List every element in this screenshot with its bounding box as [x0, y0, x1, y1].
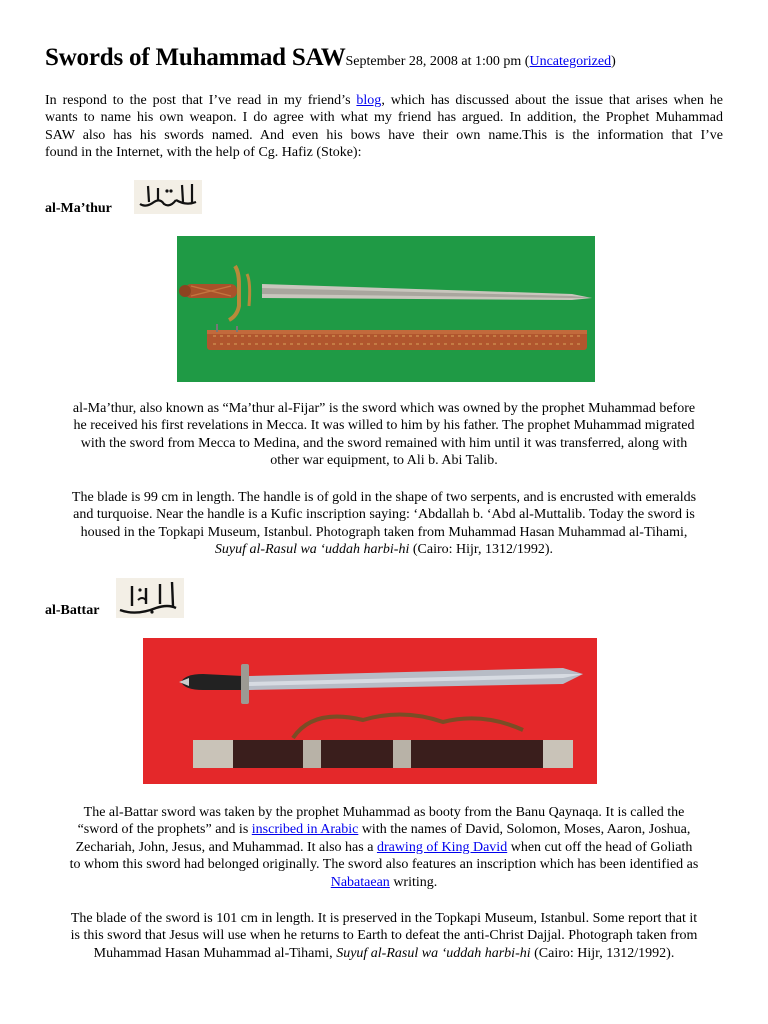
book-title: Suyuf al-Rasul wa ‘uddah harbi-hi [336, 945, 531, 961]
sword1-description: al-Ma’thur, also known as “Ma’thur al-Fijar” is the sword which was owned by the prophet Muhammad before he received his first revelations in Mecca. It was willed to him by his father. The prophet Muhammad migrated with the sword from Mecca to Medina, and the sword remained with him until it was transferred, along with other war equipment, to Ali b. Abi Talib. [72, 401, 696, 469]
category-close-paren: ) [611, 54, 616, 69]
sword1-blade-paragraph: The blade is 99 cm in length. The handle is of gold in the shape of two serpents, and is encrusted with emeralds and turquoise. Near the handle is a Kufic inscription saying: ‘Abdallah b. ‘Abd al-Muttalib. Today the sword is housed in the Topkapi Museum, Istanbul. Photograph taken from Muhammad Hasan Muhammad al-Tihami, Suyuf al-Rasul wa ‘uddah harbi-hi (Cairo: Hijr, 1312/1992). [71, 490, 697, 558]
blog-link[interactable]: blog [356, 93, 382, 108]
nabataean-link[interactable]: Nabataean [330, 874, 390, 890]
post-title: Swords of Muhammad SAW [45, 44, 346, 71]
sword1-photo [177, 236, 595, 382]
sword2-description: The al-Battar sword was taken by the prophet Muhammad as booty from the Banu Qaynaqa. It is called the “sword of the prophets” and is inscribed in Arabic with the names of David, Solomon, Moses, Aaron, Joshua, Zechariah, John, Jesus, and Muhammad. It also has a drawing of King David when cut off the head of Goliath to whom this sword had belonged originally. The sword also features an inscription which has been identified as Nabataean writing. [69, 805, 699, 890]
post-header [45, 44, 616, 72]
inscribed-in-arabic-link[interactable]: inscribed in Arabic [251, 822, 359, 838]
intro-paragraph: In respond to the post that I’ve read in my friend’s blog, which has discussed about the issue that arises when he wants to name his own weapon. I do agree with what my friend has argued. In addition, the Prophet Muhammad SAW also has his swords named. And even his bows have their own name.This is the information that I’ve found in the Internet, with the help of Cg. Hafiz (Stoke): [45, 93, 723, 161]
post-date: September 28, 2008 at 1:00 pm [345, 54, 522, 69]
sword2-heading: al-Battar [45, 603, 100, 618]
sword2-photo [143, 638, 597, 784]
arabic-calligraphy-al-mathur-icon [134, 180, 202, 214]
drawing-of-king-david-link[interactable]: drawing of King David [376, 839, 508, 855]
category-link[interactable]: Uncategorized [529, 54, 612, 69]
arabic-calligraphy-al-battar-icon [116, 578, 184, 618]
sword2-blade-paragraph: The blade of the sword is 101 cm in length. It is preserved in the Topkapi Museum, Istanbul. Some report that it is this sword that Jesus will use when he returns to Earth to defeat the anti-Christ Dajjal. Photograph taken from Muhammad Hasan Muhammad al-Tihami, Suyuf al-Rasul wa ‘uddah harbi-hi (Cairo: Hijr, 1312/1992). [70, 911, 698, 961]
category-open-paren: ( [524, 54, 530, 69]
sword1-heading: al-Ma’thur [45, 201, 112, 216]
book-title: Suyuf al-Rasul wa ‘uddah harbi-hi [214, 542, 410, 558]
